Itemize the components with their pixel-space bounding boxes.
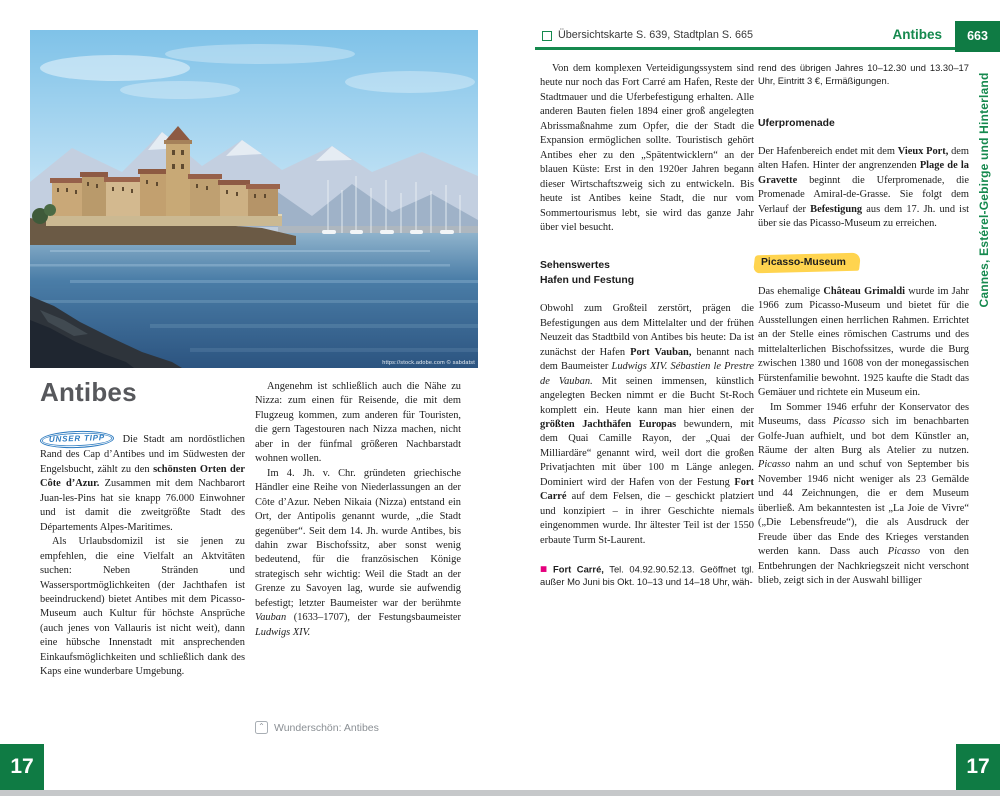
subheading-uferpromenade: Uferpromenade xyxy=(758,118,835,130)
text-run-bold: Plage de la Gravette xyxy=(758,160,969,186)
text-run-italic: Ludwigs XIV. xyxy=(255,626,311,638)
photo-credit: https://stock.adobe.com © sabdatst xyxy=(382,360,475,366)
text-run-bold: Château Grimaldi xyxy=(823,286,906,298)
text-run: dem alten Hafen. Hinter der angrenzenden xyxy=(758,145,969,172)
page-number-left: 17 xyxy=(0,744,44,790)
text-run-bold: Port Vauban, xyxy=(630,346,692,358)
text-run-italic: Picasso xyxy=(832,416,866,428)
paragraph xyxy=(758,285,969,401)
paragraph xyxy=(255,467,461,640)
header-rule xyxy=(535,47,1000,50)
right-page-column-1 xyxy=(540,62,754,589)
text-run: beginnt die Uferpromenade, die Promenade Amiral-de-Grasse. Sie folgt dem Verlauf der xyxy=(758,174,969,215)
chapter-sidebar-vertical: Cannes, Estérel-Gebirge und Hinterland xyxy=(977,72,991,308)
text-run: auf dem Felsen, die – geschickt platziert und konzipiert – in ihrer Geschichte niemals eingenommen wurde. Ihr ältester Teil ist der 1550 erbaute Turm St-Laurent. xyxy=(540,491,754,546)
paragraph xyxy=(540,302,754,548)
text-run: Obwohl zum Großteil zerstört, prägen die Befestigungen aus dem Mittelalter und der frühen Neuzeit das Stadtbild von Antibes bis heute: Da ist zunächst der Hafen xyxy=(540,303,754,358)
photo-above-icon: ⌃ xyxy=(255,721,268,734)
text-run: Im Sommer 1946 erfuhr der Konservator des Museums, dass xyxy=(758,401,969,428)
info-bullet-icon: ■ xyxy=(540,564,551,574)
paragraph xyxy=(758,401,969,589)
info-entry-continuation: rend des übrigen Jahres 10–12.30 und 13.30–17 Uhr, Eintritt 3 €, Ermäßigungen. xyxy=(758,62,969,86)
map-checkbox-icon xyxy=(542,31,552,41)
header-chapter-label: Antibes xyxy=(892,27,942,42)
text-run: benannt nach dem Baumeister xyxy=(540,346,755,373)
text-run: (1633–1707), der Festungsbaumeister xyxy=(286,612,461,624)
photo-caption-label: Wunderschön: Antibes xyxy=(274,721,379,734)
page-title: Antibes xyxy=(40,377,137,407)
subheading-hafen-und-festung: Hafen und Festung xyxy=(540,274,635,286)
left-page-column-2 xyxy=(255,380,461,640)
paragraph: Von dem komplexen Verteidigungssystem sind heute nur noch das Fort Carré am Hafen, Reste der Stadtmauer und die Uferbefestigung erhalten. Alle anderen Bauten fielen 1894 einer groß angelegten Abrissmaßnahme zum Opfer, die der Stadt die Expansion ermöglichen sollte. Touristisch gehört Antibes eher zu den „Spätentwicklern“ an der blauen Küste: Erst in den 1920er Jahren begann dieser Wirtschaftszweig sich zu entwickeln. Bis heute ist Antibes keine Stadt, die nur vom Sommertourismus lebt, sie wird das ganze Jahr über viel besucht. xyxy=(540,63,754,233)
info-text: Tel. 04.92.90.52.13. Geöffnet tgl. außer Mo Juni bis Okt. 10–13 und 14–18 Uhr, wäh- xyxy=(540,563,754,588)
text-run: nahm an und schuf von September bis November 1946 nicht weniger als 23 Gemälde und 44 Zeichnungen, die er dem Museum überließ. Am bekanntesten ist „La Joie de Vivre“ („Die Lebensfreude“), die als Ausdruck der Freude über das Ende des Krieges verstanden werden kann. Dass auch xyxy=(758,459,969,558)
text-run: Das ehemalige xyxy=(758,286,824,298)
text-run: sich im benachbarten Golfe-Juan aufhielt, und bot dem Künstler an, Räume der alten Burg als Atelier zu nutzen. xyxy=(758,416,969,457)
text-run: Der Hafenbereich endet mit dem xyxy=(758,145,898,157)
left-page-column-1 xyxy=(40,431,245,680)
text-run-italic: Picasso xyxy=(887,546,921,558)
paragraph: Angenehm ist schließlich auch die Nähe zu Nizza: zum einen für Reisende, die mit dem Flugzeug kommen, zum anderen für Touristen, die gern Tagestouren nach Nizza machen, nicht aber in der fünfmal größeren Nachbarstadt wohnen wollen. xyxy=(255,381,461,465)
page-number-badge: 663 xyxy=(955,21,1000,52)
page-bottom-edge xyxy=(0,790,1000,796)
text-run: Mit seinen immensen, künstlich angelegten Becken nimmt er die Bucht St-Roch komplett ein. Heute kann man hier einen der xyxy=(540,375,754,416)
text-run: von den Entbehrungen der Nachkriegszeit nicht verschont blieb, zeigt sich in der Auswahl billiger xyxy=(758,546,969,587)
paragraph-intro xyxy=(40,431,245,535)
yellow-marker-highlight: Picasso-Museum xyxy=(758,255,852,272)
antibes-photo xyxy=(30,30,478,368)
section-heading-sehenswertes: Sehenswertes xyxy=(540,260,610,272)
text-run-bold: größten Jachthäfen Europas xyxy=(540,418,677,430)
info-title: Fort Carré, xyxy=(553,563,604,575)
text-run: bewundern, mit dem Quai Camille Rayon, der „Quai der Milliardäre“ genannt wird, weil dort die großen Privatjachten mit über 100 m Länge anlegen. Dominiert wird der Hafen von der Festung xyxy=(540,418,754,488)
text-run-bold: Vieux Port, xyxy=(897,145,949,157)
text-run: Zusammen mit dem Nachbarort Juan-les-Pins hat sie knapp 76.000 Einwohner und ist damit die zweitgrößte Stadt des Départements Alpes-Maritimes. xyxy=(40,478,245,533)
text-run-italic: Vauban xyxy=(255,612,287,624)
paragraph: Als Urlaubsdomizil ist sie jenen zu empfehlen, die eine Vielfalt an Aktvitäten suchen: Neben Stränden und Wassersportmöglichkeiten (der Jachthafen ist beeindruckend) bietet Antibes mit dem Picasso-Museum auch Kultur für höchste Ansprüche (auch jenes von Vallauris ist nicht weit), dann eine hübsche Innenstadt mit ansprechenden Einkaufsmöglichkeiten und schließlich dank des Kaps eine wunderbare Umgebung. xyxy=(40,536,245,678)
header-map-references: Übersichtskarte S. 639, Stadtplan S. 665 xyxy=(558,29,754,41)
page-number-right: 17 xyxy=(956,744,1000,790)
text-run-bold: Befestigung xyxy=(810,203,863,215)
text-run: wurde im Jahr 1966 zum Picasso-Museum und bietet für die Ausstellungen einen herrlichen Rahmen. Errichtet an der Stelle eines römischen Castrums und des mittelalterlichen Bischofssitzes, wurde die Burg zwischen 1380 und 1608 von der monegassischen Fürstenfamilie bewohnt. 1925 kaufte die Stadt das Gemäuer und richtete ein Museum ein. xyxy=(758,286,969,399)
text-run-italic: Picasso xyxy=(758,459,791,471)
text-run-bold: schönsten Orten der Côte d’Azur. xyxy=(40,463,246,490)
photo-caption xyxy=(255,721,379,734)
right-page-column-2 xyxy=(758,62,969,589)
tip-badge: UNSER TIPP xyxy=(40,430,115,450)
text-run: Im 4. Jh. v. Chr. gründeten griechische Händler eine Reihe von Niederlassungen an der Côte d’Azur. Neben Nikaia (Nizza) entstand ein Ort, der Antipolis genannt wurde, „die Stadt gegenüber“. Seit dem 14. Jh. wurde Antibes, bis dahin zwar Bischofssitz, aber sonst wenig bedeutend, für die französischen Könige strategisch sehr wichtig: Weil die Stadt an der Grenze zu Savoyen lag, wurde sie aufwendig befestigt; letzter Baumeister war der berühmte xyxy=(255,467,461,609)
text-run: Die Stadt am nordöstlichen Rand des Cap d’Antibes und im Südwesten der Engelsbucht, zählt zu den xyxy=(40,434,245,475)
paragraph xyxy=(758,145,969,232)
text-run: aus dem 17. Jh. und ist über sie das Picasso-Museum zu erreichen. xyxy=(758,203,969,230)
text-run-italic: Ludwigs XIV. Sébastien le Prestre de Vauban. xyxy=(540,361,754,387)
antibes-photo-illustration xyxy=(30,30,478,368)
subheading-picasso-museum xyxy=(758,255,969,272)
text-run-bold: Fort Carré xyxy=(540,476,754,503)
info-entry-fort-carre xyxy=(540,563,754,589)
